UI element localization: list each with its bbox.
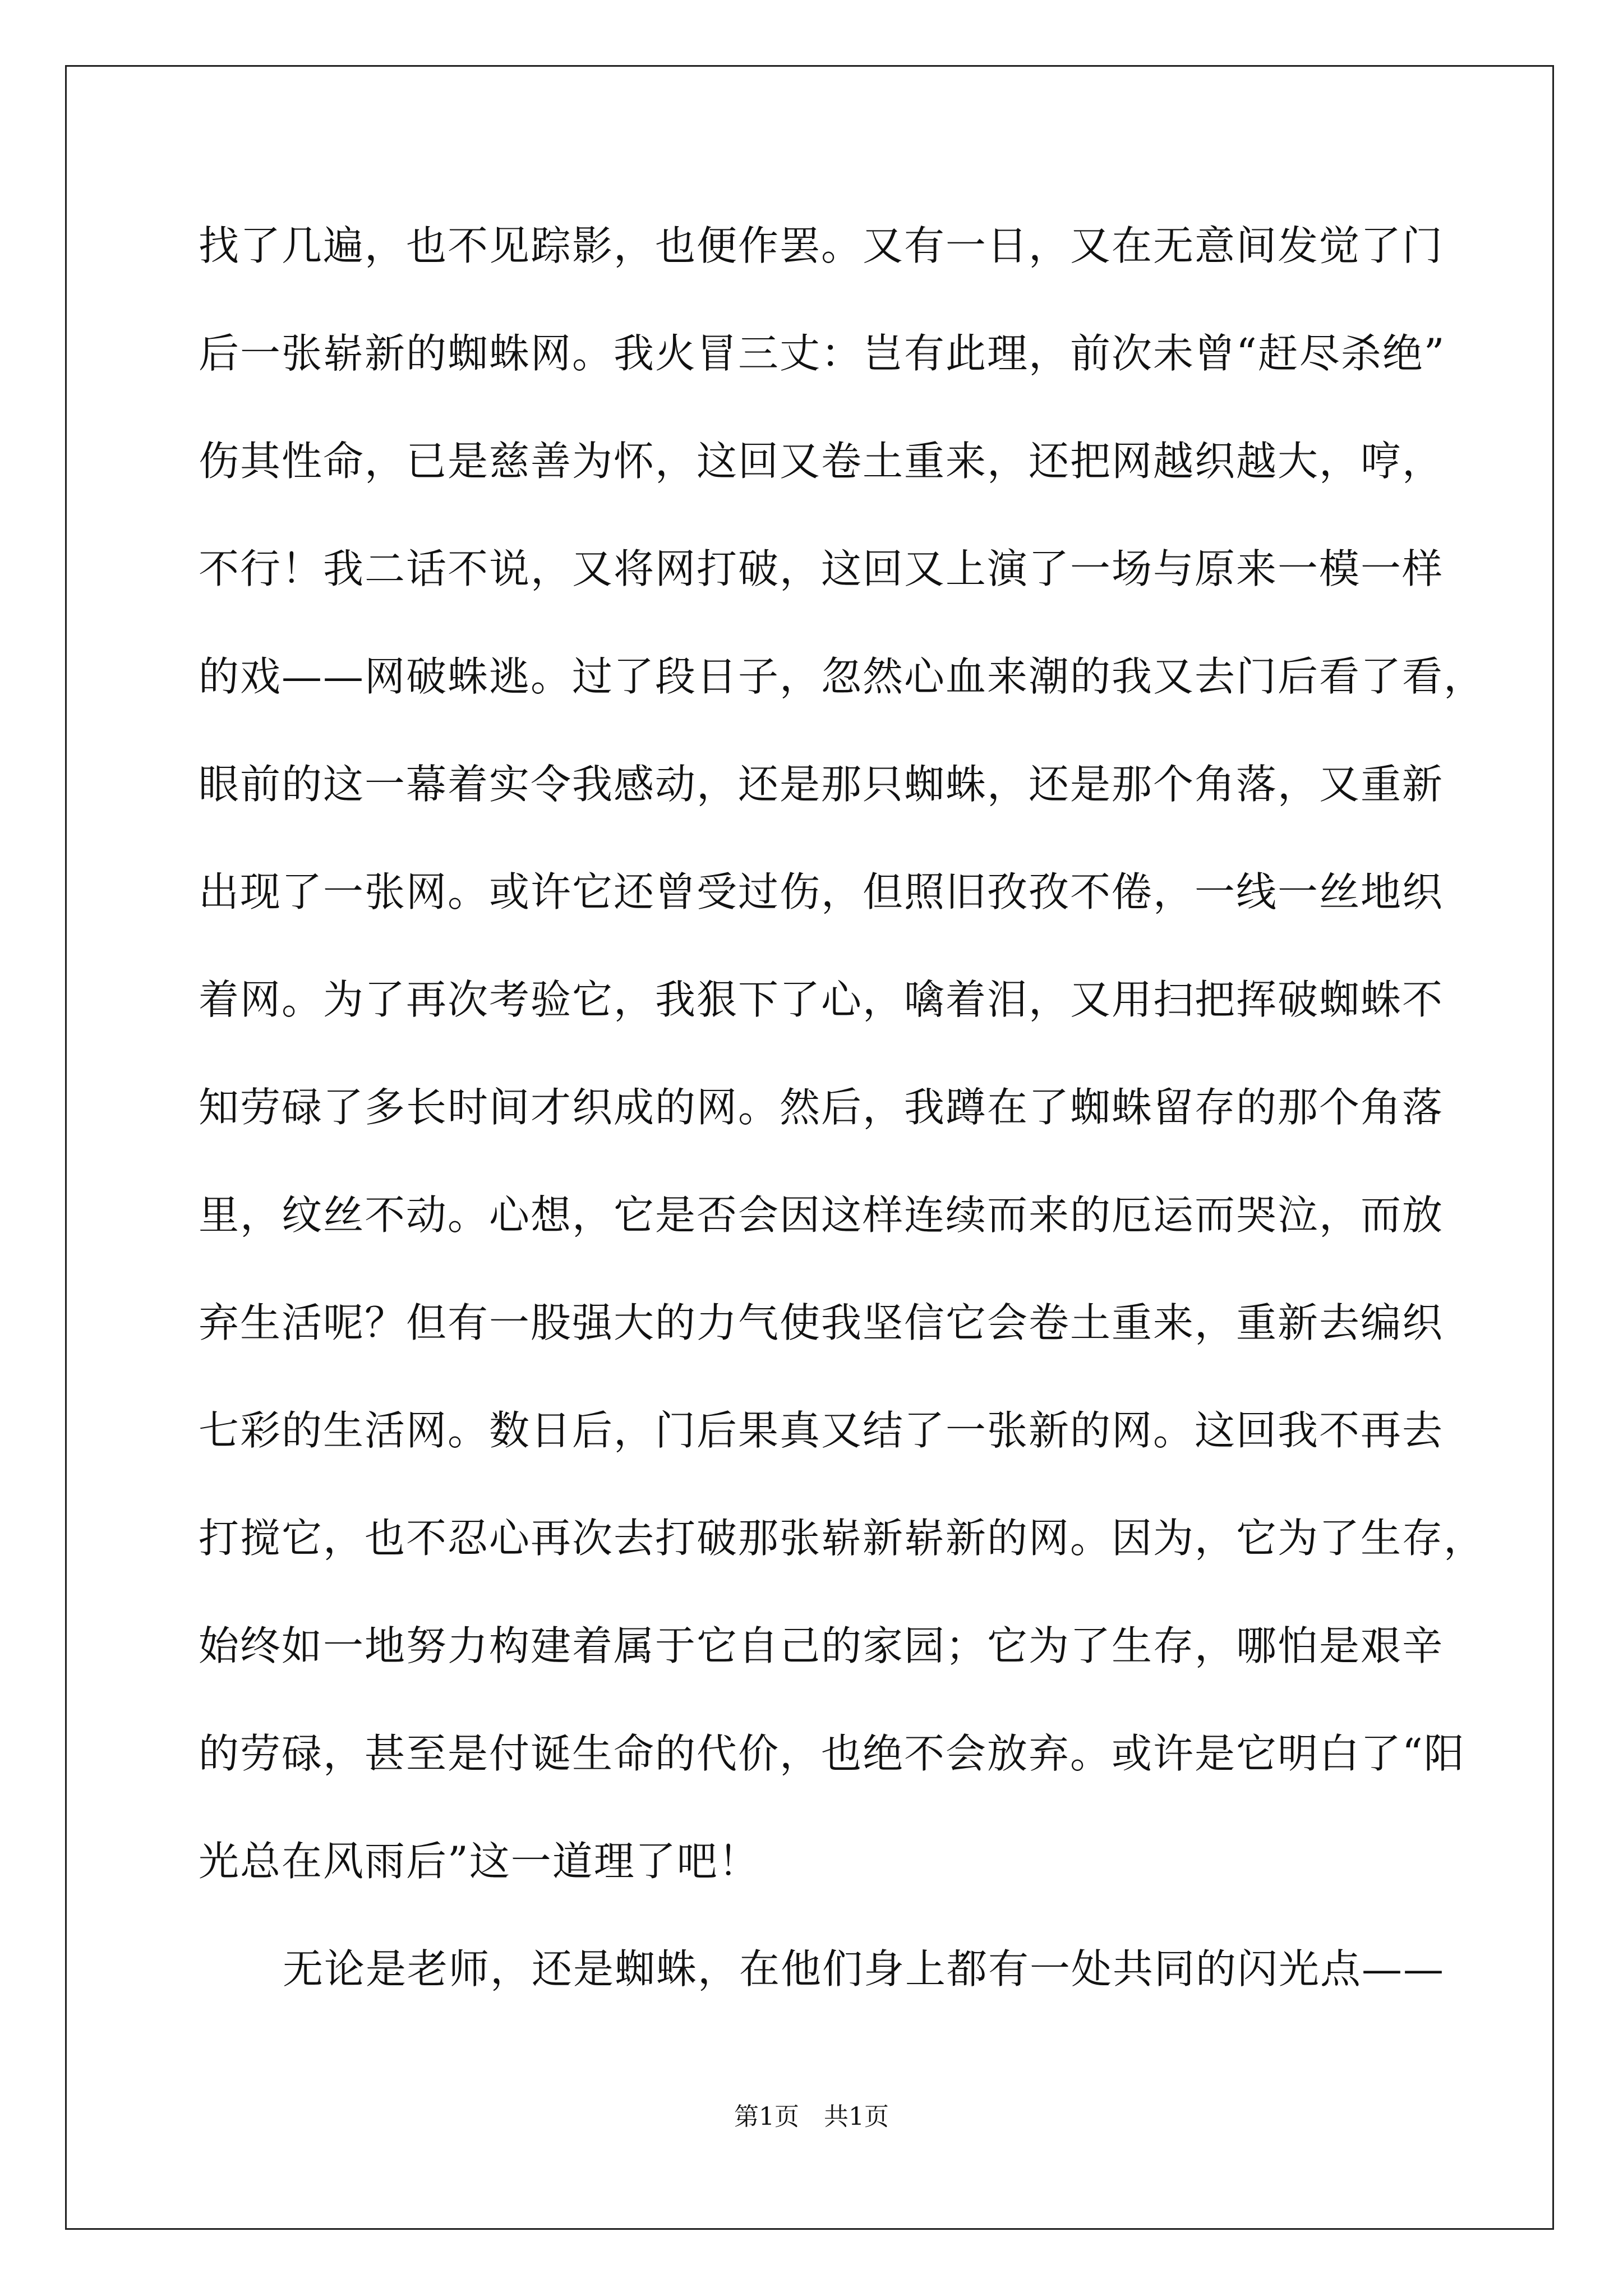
text-line: 后一张崭新的蜘蛛网。我火冒三丈：岂有此理，前次未曾“赶尽杀绝”	[199, 330, 1446, 377]
document-body	[199, 212, 1486, 2043]
text-line: 伤其性命，已是慈善为怀，这回又卷土重来，还把网越织越大，哼，	[199, 438, 1444, 485]
text-line: 知劳碌了多长时间才织成的网。然后，我蹲在了蜘蛛留存的那个角落	[199, 1084, 1444, 1131]
text-line: 里，纹丝不动。心想，它是否会因这样连续而来的厄运而哭泣，而放	[199, 1191, 1444, 1239]
text-line: 不行！我二话不说，又将网打破，这回又上演了一场与原来一模一样	[199, 545, 1444, 592]
text-line: 弃生活呢？但有一股强大的力气使我坚信它会卷土重来，重新去编织	[199, 1299, 1444, 1346]
page-number: 第1页 共1页	[734, 2102, 889, 2131]
text-line: 出现了一张网。或许它还曾受过伤，但照旧孜孜不倦，一线一丝地织	[199, 868, 1444, 915]
paragraph-start-line: 无论是老师，还是蜘蛛，在他们身上都有一处共同的闪光点——	[283, 1945, 1445, 1993]
text-line: 的戏——网破蛛逃。过了段日子，忽然心血来潮的我又去门后看了看，	[199, 653, 1486, 700]
text-line: 光总在风雨后”这一道理了吧！	[199, 1838, 760, 1885]
text-line: 七彩的生活网。数日后，门后果真又结了一张新的网。这回我不再去	[199, 1407, 1444, 1454]
text-line: 始终如一地努力构建着属于它自己的家园；它为了生存，哪怕是艰辛	[199, 1622, 1444, 1669]
text-line: 着网。为了再次考验它，我狠下了心，噙着泪，又用扫把挥破蜘蛛不	[199, 976, 1444, 1023]
text-line: 打搅它，也不忍心再次去打破那张崭新崭新的网。因为，它为了生存，	[199, 1515, 1486, 1562]
text-line: 的劳碌，甚至是付诞生命的代价，也绝不会放弃。或许是它明白了“阳	[199, 1730, 1465, 1777]
text-line: 找了几遍，也不见踪影，也便作罢。又有一日，又在无意间发觉了门	[199, 222, 1444, 269]
text-line: 眼前的这一幕着实令我感动，还是那只蜘蛛，还是那个角落，又重新	[199, 761, 1444, 808]
